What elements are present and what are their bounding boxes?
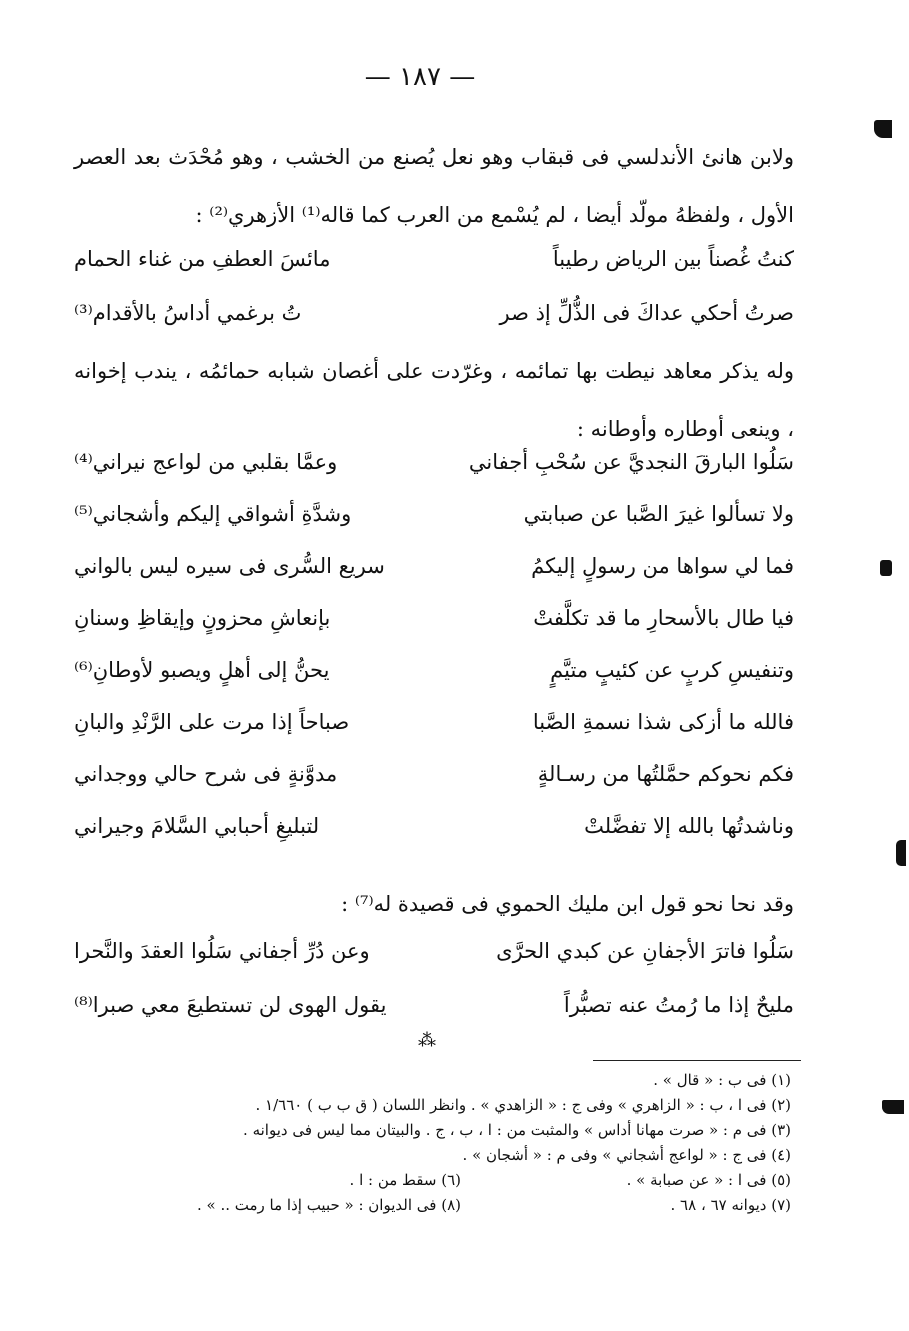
second-hemistich: تُ برغمي أداسُ بالأقدام⁽³⁾ [74, 301, 302, 325]
verse-line [74, 978, 794, 1032]
first-hemistich: مليحٌ إذا ما رُمتُ عنه تصبُّراً [563, 993, 794, 1017]
footnote-2: (٢) فى ا ، ب : « الزاهري » وفى ج : « الزاهدي » . وانظر اللسان ( ق ب ب ) ١/٦٦٠ . [255, 1096, 791, 1114]
scan-margin-mark [882, 1100, 904, 1114]
second-hemistich: يحنُّ إلى أهلٍ ويصبو لأوطانِ⁽⁶⁾ [74, 658, 330, 682]
verse-line [74, 488, 794, 540]
second-hemistich: مائسَ العطفِ من غناء الحمام [74, 247, 331, 271]
verse-line [74, 644, 794, 696]
asterism-ornament: ⁂ [418, 1030, 434, 1051]
footnote-row [91, 1093, 791, 1118]
footnote-row [91, 1068, 791, 1093]
first-hemistich: ولا تسألوا غيرَ الصَّبا عن صبابتي [523, 502, 794, 526]
poem-qabqab [74, 232, 794, 340]
first-hemistich: فيا طال بالأسحارِ ما قد تكلَّفتْ [533, 606, 794, 630]
footnote-divider [593, 1060, 801, 1061]
footnotes [91, 1068, 791, 1218]
second-hemistich: وعمَّا بقلبي من لواعج نيراني⁽⁴⁾ [74, 450, 338, 474]
verse-line [74, 748, 794, 800]
scan-margin-mark [896, 840, 906, 866]
first-hemistich: كنتُ غُصناً بين الرياض رطيباً [552, 247, 794, 271]
first-hemistich: فالله ما أزكى شذا نسمةِ الصَّبا [532, 710, 794, 734]
second-hemistich: وشدَّةِ أشواقي إليكم وأشجاني⁽⁵⁾ [74, 502, 352, 526]
scan-margin-mark [874, 120, 892, 138]
verse-line [74, 924, 794, 978]
footnote-row [91, 1143, 791, 1168]
second-paragraph: وله يذكر معاهد نيطت بها تمائمه ، وغرّدت على أغصان شبابه حمائمُه ، يندب إخوانه ، وينعى أوطاره وأوطانه : [74, 359, 794, 441]
footnote-3: (٣) فى م : « صرت مهانا أداس » والمثبت من : ا ، ب ، ج . والبيتان مما ليس فى ديوانه . [243, 1121, 791, 1139]
second-hemistich: وعن دُرِّ أجفاني سَلُوا العقدَ والنَّحرا [74, 939, 370, 963]
first-hemistich: سَلُوا فاترَ الأجفانِ عن كبدي الحرَّى [496, 939, 794, 963]
second-hemistich: لتبليغِ أحبابي السَّلامَ وجيراني [74, 814, 320, 838]
footnote-row [91, 1118, 791, 1143]
verse-line [74, 592, 794, 644]
second-hemistich: بإنعاشِ محزونٍ وإيقاظِ وسنانِ [74, 606, 331, 630]
first-hemistich: فكم نحوكم حمَّلتُها من رسـالةٍ [537, 762, 794, 786]
intro-paragraph: ولابن هانئ الأندلسي فى قبقاب وهو نعل يُصنع من الخشب ، وهو مُحْدَث بعد العصر الأول ، ولفظهُ مولّد أيضا ، لم يُسْمع من العرب كما قاله⁽¹⁾ الأزهري⁽²⁾ : [74, 145, 794, 227]
first-hemistich: صرتُ أحكي عداكَ فى الذُّلِّ إذ صر [499, 301, 794, 325]
second-hemistich: يقول الهوى لن تستطيعَ معي صبرا⁽⁸⁾ [74, 993, 387, 1017]
verse-line [74, 696, 794, 748]
verse-line [74, 232, 794, 286]
third-paragraph: وقد نحا نحو قول ابن مليك الحموي فى قصيدة له⁽⁷⁾ : [341, 892, 794, 916]
footnote-7: (٧) ديوانه ٦٧ ، ٦٨ . [670, 1196, 791, 1214]
footnote-5: (٥) فى ا : « عن صبابة » . [626, 1171, 791, 1189]
first-hemistich: سَلُوا البارقَ النجديَّ عن سُحْبِ أجفاني [468, 450, 794, 474]
verse-line [74, 436, 794, 488]
poem-hamawi [74, 924, 794, 1032]
footnote-row [91, 1168, 791, 1193]
verse-line [74, 540, 794, 592]
first-hemistich: وتنفيسِ كربٍ عن كئيبٍ متيَّمٍ [550, 658, 794, 682]
footnote-4: (٤) فى ج : « لواعج أشجاني » وفى م : « أشجان » . [462, 1146, 791, 1164]
footnote-row [91, 1193, 791, 1218]
page-number: — ١٨٧ — [364, 62, 476, 92]
first-hemistich: فما لي سواها من رسولٍ إليكمُ [531, 554, 794, 578]
footnote-1: (١) فى ب : « قال » . [653, 1071, 791, 1089]
verse-line [74, 800, 794, 852]
footnote-8: (٨) فى الديوان : « حبيب إذا ما رمت .. » . [196, 1196, 461, 1214]
second-hemistich: صباحاً إذا مرت على الرَّنْدِ والبانِ [74, 710, 350, 734]
first-hemistich: وناشدتُها بالله إلا تفضَّلتْ [584, 814, 794, 838]
second-hemistich: سريع السُّرى فى سيره ليس بالواني [74, 554, 385, 578]
verse-line [74, 286, 794, 340]
footnote-6: (٦) سقط من : ا . [349, 1171, 461, 1189]
second-hemistich: مدوَّنةٍ فى شرح حالي ووجداني [74, 762, 338, 786]
scan-margin-mark [880, 560, 892, 576]
poem-saba [74, 436, 794, 852]
